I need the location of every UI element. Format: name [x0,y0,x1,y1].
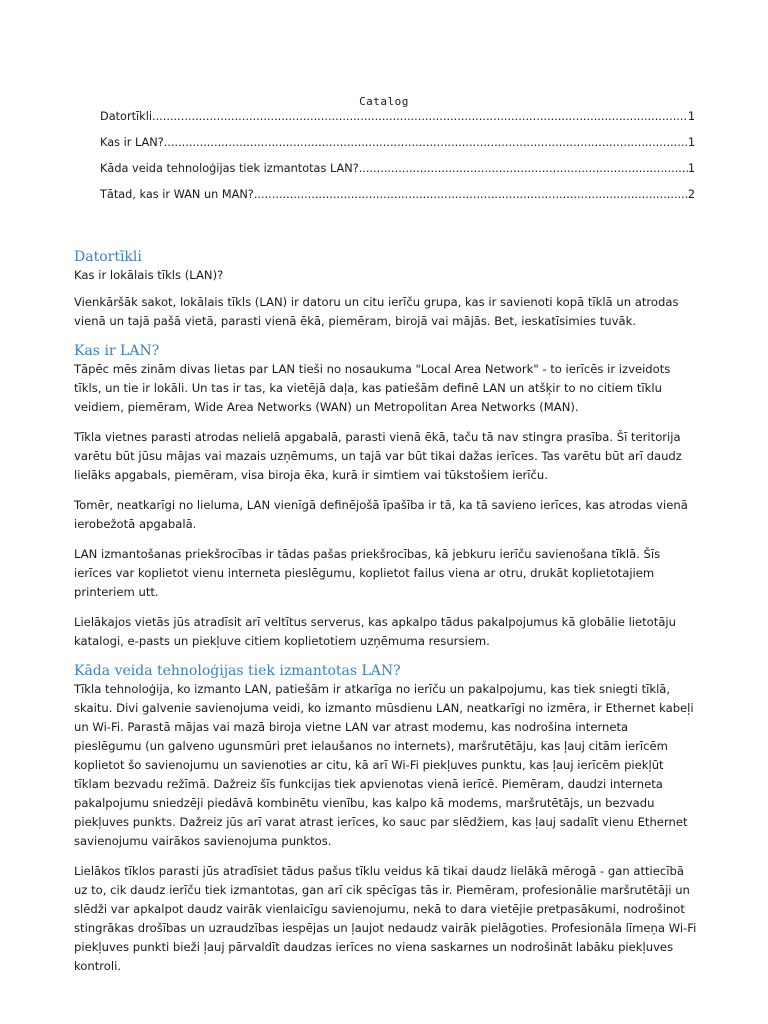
toc-entry[interactable] [100,188,695,214]
toc-entry-page: 1 [687,162,695,175]
paragraph: Tīkla vietnes parasti atrodas nelielā apgabalā, parasti vienā ēkā, taču tā nav stingra prasība. Šī teritorija varētu būt jūsu mājas vai mazais uzņēmums, un tajā var būt tikai dažas ierīces. Tas varētu būt arī daudz lielāks apgabals, piemēram, visa biroja ēka, kurā ir simtiem vai tūkstošiem ierīču. [74,430,682,482]
paragraph: Tomēr, neatkarīgi no lieluma, LAN vienīgā definējošā īpašība ir tā, ka tā savieno ierīces, kas atrodas vienā ierobežotā apgabalā. [74,498,688,531]
toc-leader-dots [152,110,688,123]
toc-entry-title: Tātad, kas ir WAN un MAN? [100,188,254,201]
paragraph: Lielākos tīklos parasti jūs atradīsiet tādus pašus tīklu veidus kā tikai daudz lielākā mērogā - gan attiecībā uz to, cik daudz ierīču tiek izmantotas, gan arī cik spēcīgas tās ir. Piemēram, profesionālie maršrutētāji un slēdži var apkalpot daudz vairāk vienlaicīgu savienojumu, nekā to dara vietējie pretpasākumi, nodrošinot stingrākas drošības un uzraudzības iespējas un ļaujot nedaudz vairāk pielāgoties. Profesionāla līmeņa Wi-Fi piekļuves punkti bieži ļauj pārvaldīt daudzas ierīces no viena saskarnes un nodrošināt labāku piekļuves kontroli. [74,864,697,973]
section-heading-datortikli: Datortīkli [74,249,142,265]
toc-entry-title: Datortīkli [100,110,152,123]
toc-leader-dots [359,162,688,175]
toc-entry[interactable] [100,136,695,162]
catalog-title: Catalog [359,95,409,108]
toc-entry-page: 2 [687,188,695,201]
toc-leader-dots [164,136,688,149]
paragraph: Lielākajos vietās jūs atradīsit arī veltītus serverus, kas apkalpo tādus pakalpojumus kā globālie lietotāju katalogi, e-pasts un piekļuve citiem koplietotiem uzņēmuma resursiem. [74,615,676,648]
toc-entry[interactable] [100,110,695,136]
paragraph: Tīkla tehnoloģija, ko izmanto LAN, patiešām ir atkarīga no ierīču un pakalpojumu, kas tiek sniegti tīklā, skaitu. Divi galvenie savienojuma veidi, ko izmanto mūsdienu LAN, neatkarīgi no izmēra, ir Ethernet kabeļi un Wi-Fi. Parastā mājas vai mazā biroja vietne LAN var atrast modemu, kas nodrošina interneta pieslēgumu (un galveno ugunsmūri pret ielaušanos no internets), maršrutētāju, kas ļauj citām ierīcēm koplietot šo savienojumu un savienoties ar citu, kā arī Wi-Fi piekļuves punktu, kas ļauj ierīcēm piekļūt tīklam bezvadu režīmā. Dažreiz šīs funkcijas tiek apvienotas vienā ierīcē. Piemēram, daudzi interneta pakalpojumu sniedzēji piedāvā kombinētu vienību, kas kalpo kā modems, maršrutētājs, un bezvadu piekļuves punkts. Dažreiz jūs arī varat atrast ierīces, ko sauc par slēdžiem, kas ļauj sadalīt vienu Ethernet savienojumu vairākos savienojuma punktos. [74,682,694,848]
toc-entry-title: Kāda veida tehnoloģijas tiek izmantotas LAN? [100,162,359,175]
paragraph: LAN izmantošanas priekšrocības ir tādas pašas priekšrocības, kā jebkuru ierīču savienošana tīklā. Šīs ierīces var koplietot vienu interneta pieslēgumu, koplietot failus viena ar otru, drukāt koplietotajiem printeriem utt. [74,547,661,599]
section-heading-lan: Kas ir LAN? [74,343,160,359]
section-subheading: Kas ir lokālais tīkls (LAN)? [74,268,224,282]
toc-entry-page: 1 [687,136,695,149]
toc-entry[interactable] [100,162,695,188]
toc-leader-dots [254,188,688,201]
document-body [74,248,698,987]
section-heading-technologies: Kāda veida tehnoloģijas tiek izmantotas LAN? [74,663,401,679]
toc-entry-title: Kas ir LAN? [100,136,164,149]
paragraph: Tāpēc mēs zinām divas lietas par LAN tieši no nosaukuma "Local Area Network" - to ierīcēs ir izveidots tīkls, un tie ir lokāli. Un tas ir tas, ka vietējā daļa, kas patiešām definē LAN un atšķir to no citiem tīklu veidiem, piemēram, Wide Area Networks (WAN) un Metropolitan Area Networks (MAN). [74,362,671,414]
table-of-contents [100,110,695,214]
toc-entry-page: 1 [687,110,695,123]
paragraph: Vienkāršāk sakot, lokālais tīkls (LAN) ir datoru un citu ierīču grupa, kas ir savienoti kopā tīklā un atrodas vienā un tajā pašā vietā, parasti vienā ēkā, piemēram, birojā vai mājās. Bet, ieskatīsimies tuvāk. [74,295,679,328]
